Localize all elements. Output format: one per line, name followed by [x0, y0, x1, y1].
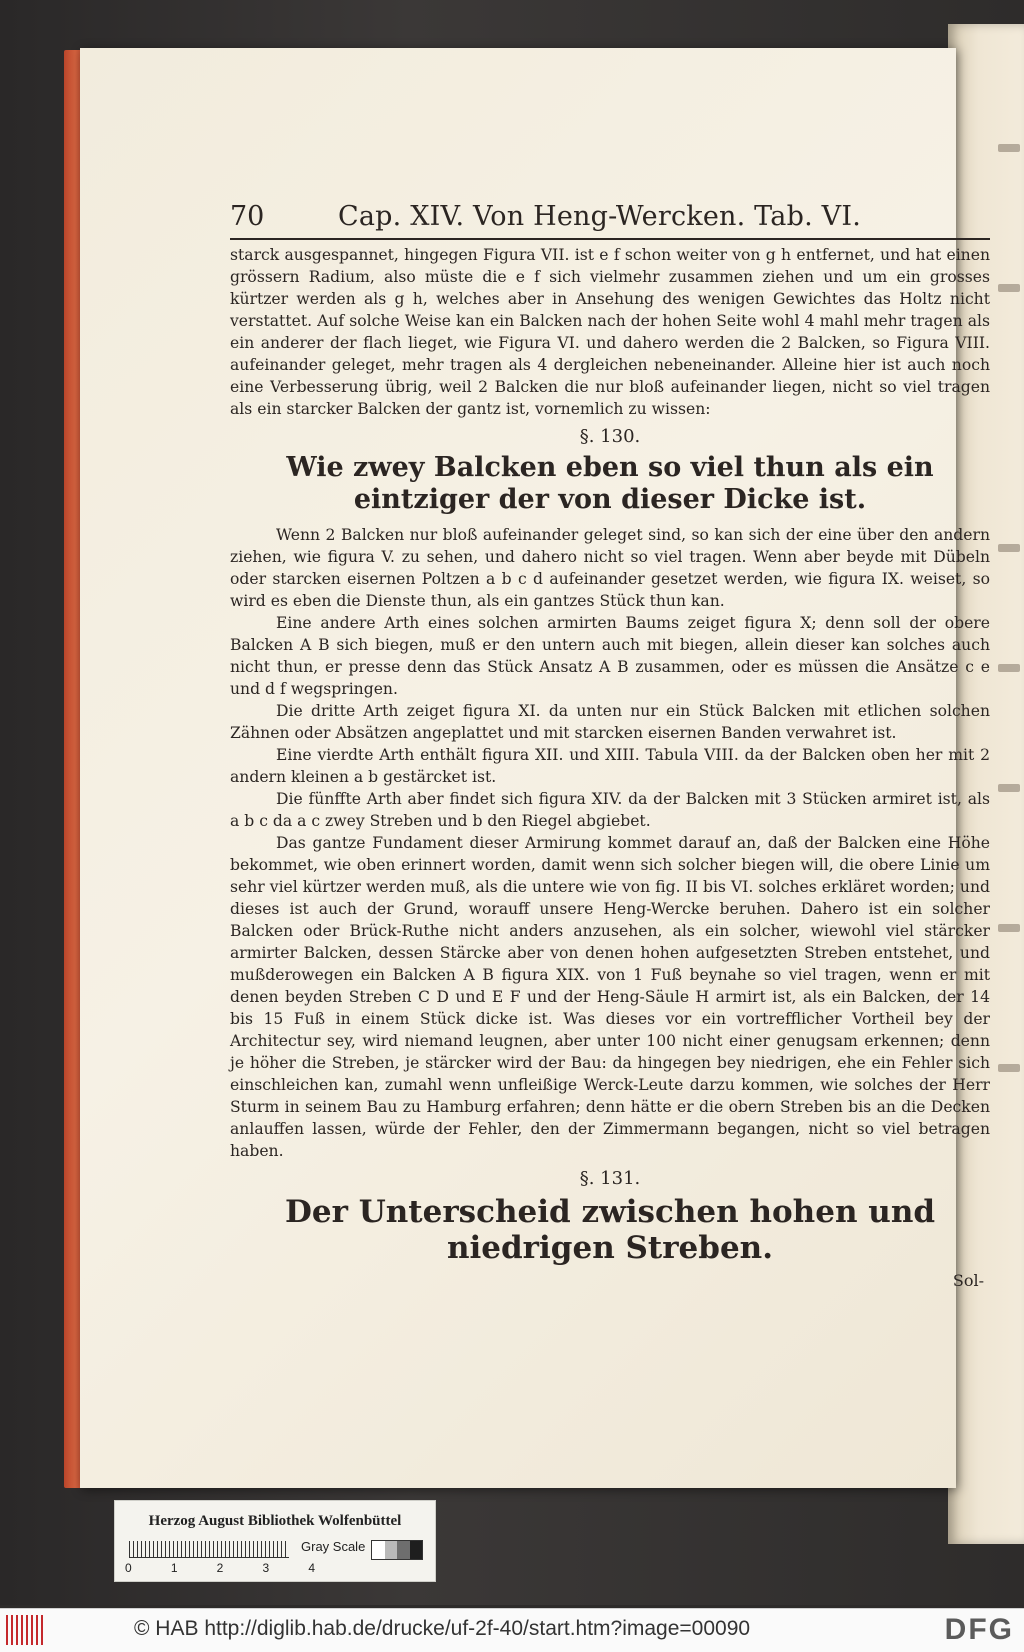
facing-page-mark — [998, 144, 1020, 152]
facing-page-mark — [998, 784, 1020, 792]
paragraph: Eine vierdte Arth enthält figura XII. und XIII. Tabula VIII. da der Balcken oben her mit 2 andern kleinen a b gestärcket ist. — [230, 746, 990, 786]
gray-step — [385, 1541, 398, 1559]
ruler-ticks — [129, 1541, 289, 1558]
section-mark-131: §. 131. — [579, 1168, 641, 1189]
section-heading-130: Wie zwey Balcken eben so viel thun als ein eintziger der von dieser Dicke ist. — [286, 452, 934, 515]
running-head — [230, 198, 990, 240]
footer-url[interactable]: © HAB http://diglib.hab.de/drucke/uf-2f-40/start.htm?image=00090 — [134, 1617, 751, 1640]
facing-page-mark — [998, 1064, 1020, 1072]
ruler-number: 0 — [125, 1561, 132, 1575]
footer-bar — [0, 1608, 1024, 1652]
dfg-logo: DFG — [944, 1613, 1014, 1646]
page-number: 70 — [230, 201, 265, 232]
gray-step — [397, 1541, 410, 1559]
ruler-number: 3 — [262, 1561, 270, 1575]
ruler-number: 2 — [216, 1561, 224, 1575]
paragraph: starck ausgespannet, hingegen Figura VII. ist e f schon weiter von g h entfernet, und hat einen grössern Radium, also müste die e f sich vielmehr zusammen ziehen und um ein grosses kürtzer werden als g h, welches aber in Ansehung des wenigen Gewichtes das Holtz nicht verstattet. Auf solche Weise kan ein Balcken nach der hohen Seite wohl 4 mahl mehr tragen als ein anderer der flach lieget, wie Figura VI. und dahero werden die 2 Balcken, so Figura VIII. aufeinander geleget, mehr tragen als 4 dergleichen nebeneinander. Alleine hier ist auch noch eine Verbesserung übrig, weil 2 Balcken die nur bloß aufeinander liegen, nicht so viel tragen als ein starcker Balcken der gantz ist, vornemlich zu wissen: — [230, 246, 990, 418]
library-label: Herzog August Bibliothek Wolfenbüttel — [148, 1513, 402, 1529]
hab-logo-icon — [6, 1615, 46, 1645]
facing-page-mark — [998, 284, 1020, 292]
catchword: Sol- — [952, 1271, 984, 1290]
gray-step — [410, 1541, 423, 1559]
gray-scale-label: Gray Scale — [301, 1539, 366, 1554]
running-title: Cap. XIV. Von Heng-Wercken. Tab. VI. — [338, 201, 861, 232]
facing-page-mark — [998, 664, 1020, 672]
paragraph: Wenn 2 Balcken nur bloß aufeinander geleget sind, so kan sich der eine über den andern ziehen, wie figura V. zu sehen, und dahero nicht so viel tragen. Wenn aber beyde mit Dübeln oder starcken eisernen Poltzen a b c d aufeinander gesetzet werden, wie figura IX. weiset, so wird es eben die Dienste thun, als ein gantzes Stück thun kan. — [230, 526, 990, 610]
gray-scale-steps — [371, 1540, 423, 1560]
paragraph: Eine andere Arth eines solchen armirten Baums zeiget figura X; denn soll der obere Balcken A B sich biegen, muß er den untern auch mit biegen, allein dieser kan solches auch nicht thun, er presse denn das Stück Ansatz A B zusammen, oder es müssen die Ansätze c e und d f wegspringen. — [230, 614, 990, 698]
body-text — [230, 244, 990, 1292]
ruler-number: 4 — [308, 1561, 315, 1575]
paragraph: Das gantze Fundament dieser Armirung kommet darauf an, daß der Balcken eine Höhe bekommet, wie oben erinnert worden, damit wenn sich solcher biegen will, die obere Linie um sehr viel kürtzer werden muß, als die untere wie von fig. II bis VI. solches erkläret worden; und dieses ist auch der Grund, worauff unsere Heng-Wercke beruhen. Dahero ist ein solcher Balcken oder Brück-Ruthe nicht anders anzusehen, als ein solcher, wiewohl viel stärcker armirter Balcken, dessen Stärcke aber von denen hohen aufgesetzten Streben entstehet, und mußderowegen ein Balcken A B figura XIX. von 1 Fuß beynahe so viel tragen, wenn er mit denen beyden Streben C D und E F und der Heng-Säule H armirt ist, als ein Balcken, der 14 bis 15 Fuß in einem Stück dicke ist. Was dieses vor ein vortrefflicher Vortheil bey der Architectur sey, wird niemand leugnen, aber unter 100 nicht einer genugsam erkennen; denn je höher die Streben, je stärcker wird der Bau: da hingegen bey niedrigen, ehe ein Fehler sich einschleichen kan, zumahl wenn unfleißige Werck-Leute darzu kommen, wie solches der Herr Sturm in seinem Bau zu Hamburg erfahren; denn hätte er die obern Streben bis an die Decken anlauffen lassen, würde der Fehler, den der Zimmermann begangen, nicht so viel betragen haben. — [230, 834, 990, 1160]
scale-card — [114, 1500, 436, 1582]
paragraph: Die dritte Arth zeiget figura XI. da unten nur ein Stück Balcken mit etlichen solchen Zähnen oder Absätzen angeplattet und mit starcken eisernen Banden verwahret ist. — [230, 702, 990, 742]
section-heading-131: Der Unterscheid zwischen hohen und niedrigen Streben. — [284, 1194, 936, 1266]
facing-page-mark — [998, 924, 1020, 932]
paragraph: Die fünffte Arth aber findet sich figura XIV. da der Balcken mit 3 Stücken armiret ist, als a b c da a c zwey Streben und b den Riegel abgiebet. — [230, 790, 990, 830]
facing-page-mark — [998, 544, 1020, 552]
ruler-number: 1 — [170, 1561, 178, 1575]
gray-step — [372, 1541, 385, 1559]
ruler-numbers — [125, 1561, 315, 1575]
page-content — [230, 198, 990, 1292]
section-mark-130: §. 130. — [579, 426, 641, 447]
book-page — [80, 48, 990, 1488]
